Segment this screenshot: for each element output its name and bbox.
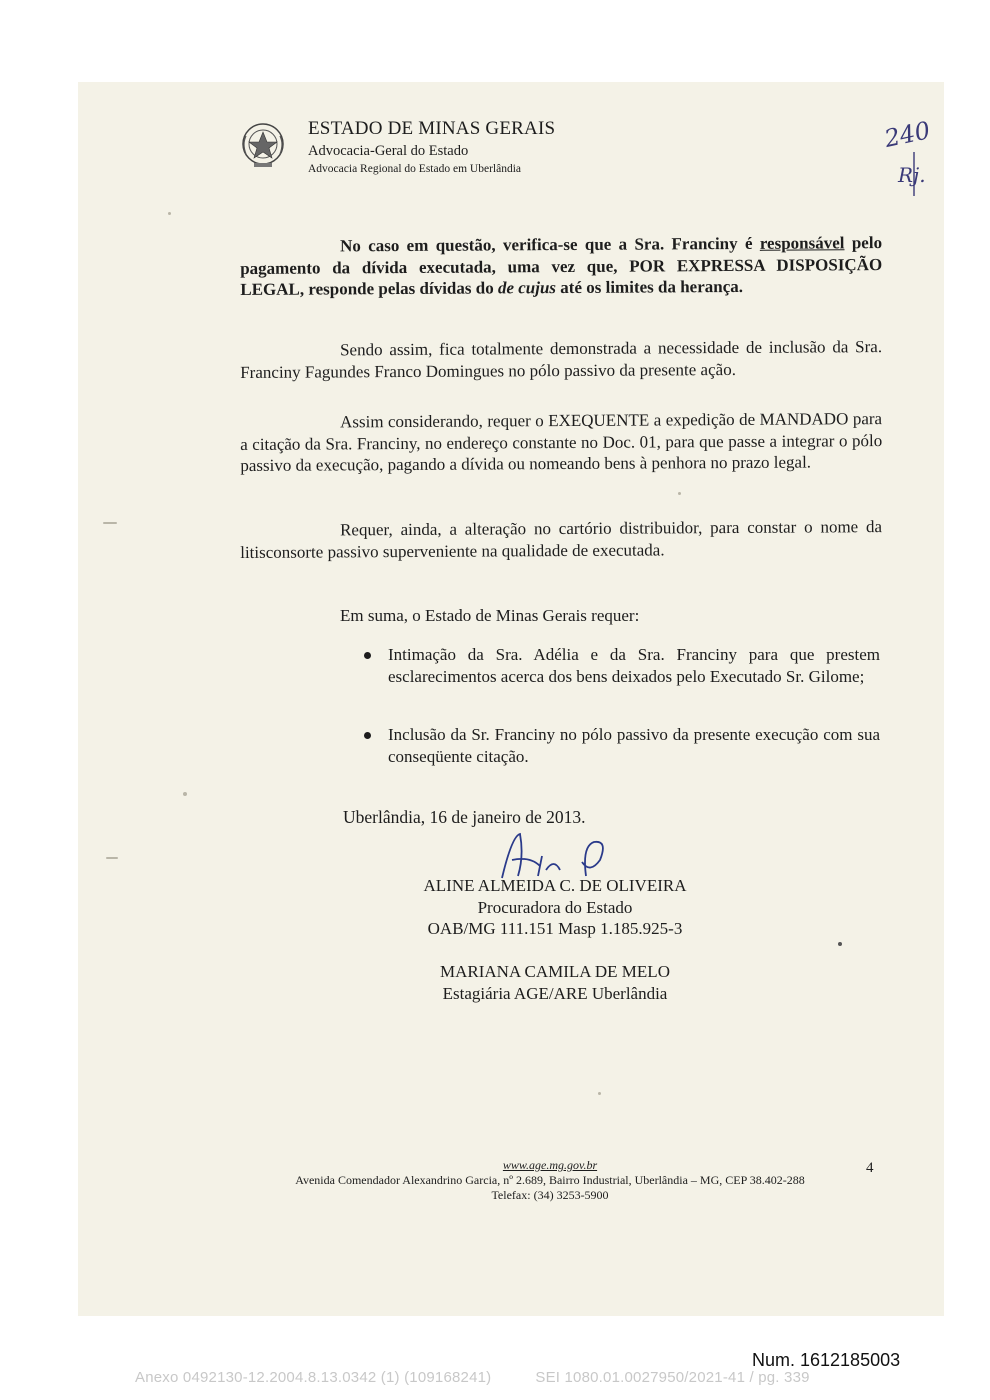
letterhead-office: Advocacia Regional do Estado em Uberlândia bbox=[308, 163, 521, 175]
summary-heading: Em suma, o Estado de Minas Gerais requer: bbox=[340, 606, 640, 625]
italic-term: de cujus bbox=[497, 278, 557, 298]
signer-registration: OAB/MG 111.151 Masp 1.185.925-3 bbox=[427, 919, 683, 938]
paper-speck bbox=[678, 492, 681, 495]
website-link[interactable]: www.age.mg.gov.br bbox=[502, 1158, 598, 1172]
bullet-icon bbox=[364, 652, 371, 659]
paragraph-responsibility: No caso em questão, verifica-se que a Sra. Franciny é responsável pelo pagamento da dívida executada, uma vez que, POR EXPRESSA DISPOSIÇÃO LEGAL, responde pelas dívidas do de cujus até os limites da herança. bbox=[240, 233, 883, 299]
state-coat-of-arms-icon bbox=[240, 120, 286, 170]
paper-speck bbox=[183, 792, 187, 796]
paragraph-inclusion-need: Sendo assim, fica totalmente demonstrada a necessidade de inclusão da Sra. Franciny Fagundes Franco Domingues no pólo passivo da presente ação. bbox=[240, 337, 883, 382]
document-number-stamp: Num. 1612185003 bbox=[752, 1350, 901, 1370]
annex-reference: Anexo 0492130-12.2004.8.13.0342 (1) (109168241) bbox=[135, 1369, 492, 1386]
annex-watermark bbox=[135, 1369, 810, 1386]
letterhead-title: ESTADO DE MINAS GERAIS bbox=[308, 118, 556, 139]
footer-phone: Telefax: (34) 3253-5900 bbox=[491, 1188, 609, 1202]
paper-speck bbox=[168, 212, 171, 215]
underlined-term: responsável bbox=[759, 233, 845, 253]
paper-speck bbox=[103, 522, 117, 524]
bullet-icon bbox=[364, 732, 371, 739]
letterhead-footer bbox=[240, 1158, 860, 1203]
paragraph-mandate-request: Assim considerando, requer o EXEQUENTE a expedição de MANDADO para a citação da Sra. Franciny, no endereço constante no Doc. 01, para que passe a integrar o pólo passivo da execução, pagando a dívida ou nomeando bens à penhora no prazo legal. bbox=[240, 409, 883, 475]
footer-address: Avenida Comendador Alexandrino Garcia, nº 2.689, Bairro Industrial, Uberlândia – MG, CEP 38.402-288 bbox=[295, 1173, 805, 1187]
handwritten-page-number bbox=[880, 112, 940, 202]
signer-role: Procuradora do Estado bbox=[477, 897, 633, 917]
page-mark-number: 240 bbox=[882, 116, 933, 154]
paper-speck bbox=[106, 857, 118, 859]
signer-role: Estagiária AGE/ARE Uberlândia bbox=[442, 983, 668, 1003]
page-number: 4 bbox=[866, 1160, 874, 1176]
paper-speck bbox=[838, 942, 842, 946]
signer-name: MARIANA CAMILA DE MELO bbox=[440, 962, 670, 981]
signer-name: ALINE ALMEIDA C. DE OLIVEIRA bbox=[423, 876, 687, 895]
letterhead-subtitle: Advocacia-Geral do Estado bbox=[308, 143, 469, 159]
signer-secondary bbox=[390, 961, 720, 1004]
signer-primary bbox=[390, 875, 720, 940]
request-bullet-item: Inclusão da Sr. Franciny no pólo passivo da presente execução com sua conseqüente citação. bbox=[388, 724, 880, 767]
paragraph-registry-change: Requer, ainda, a alteração no cartório distribuidor, para constar o nome da litisconsorte passivo superveniente na qualidade de executada. bbox=[240, 517, 883, 562]
request-bullet-item: Intimação da Sra. Adélia e da Sra. Franciny para que prestem esclarecimentos acerca dos bens deixados pelo Executado Sr. Gilome; bbox=[388, 644, 880, 687]
sei-reference: SEI 1080.01.0027950/2021-41 / pg. 339 bbox=[535, 1369, 810, 1386]
document-date: Uberlândia, 16 de janeiro de 2013. bbox=[343, 807, 586, 827]
paper-speck bbox=[598, 1092, 601, 1095]
page-mark-initials: Rj. bbox=[898, 163, 926, 187]
